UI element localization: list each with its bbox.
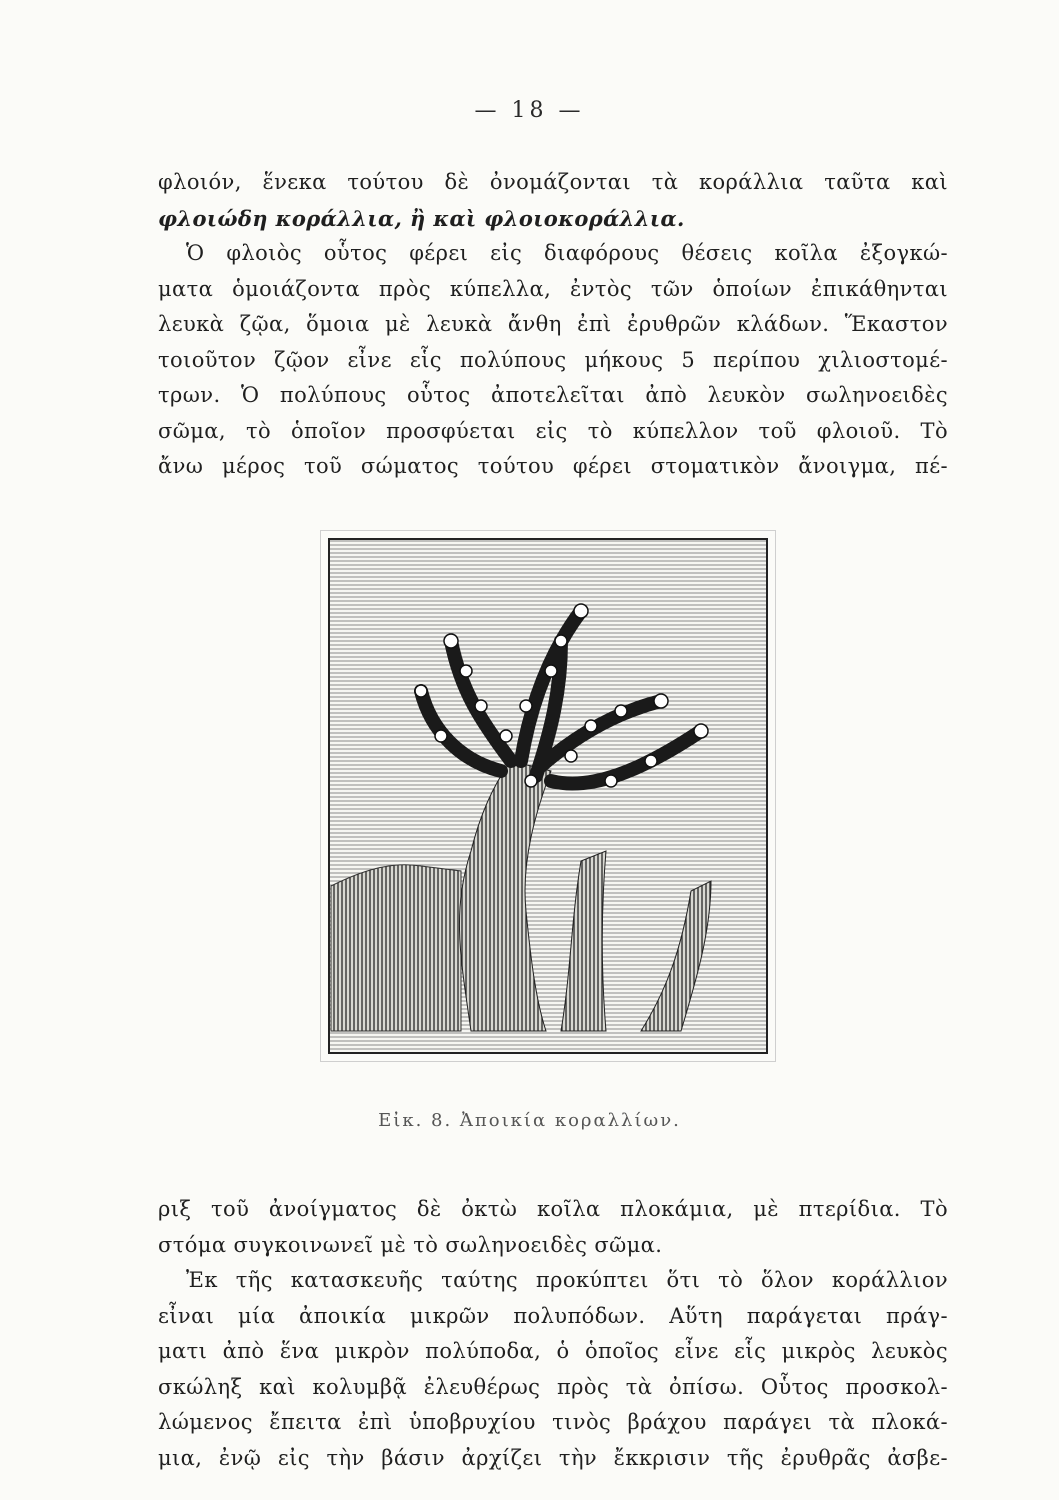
text-line: τρων. Ὁ πολύπους οὗτος ἀποτελεῖται ἀπὸ λευκὸν σωληνοειδὲς — [158, 383, 948, 407]
text-line: σῶμα, τὸ ὁποῖον προσφύεται εἰς τὸ κύπελλον τοῦ φλοιοῦ. Τὸ — [158, 418, 948, 443]
coral-colony-engraving — [320, 530, 776, 1062]
page-number: — 18 — — [474, 98, 585, 123]
text-line: στόμα συγκοινωνεῖ μὲ τὸ σωληνοειδὲς σῶμα. — [158, 1232, 663, 1257]
text-line-bold: φλοιώδη κοράλλια, ἢ καὶ φλοιοκοράλλια. — [158, 205, 685, 231]
text-line: σκώληξ καὶ κολυμβᾷ ἐλευθέρως πρὸς τὰ ὀπίσω. Οὗτος προσκολ- — [158, 1374, 948, 1399]
text-line: Ὁ φλοιὸς οὗτος φέρει εἰς διαφόρους θέσεις κοῖλα ἐξογκώ- — [186, 241, 948, 265]
text-line: λευκὰ ζῷα, ὅμοια μὲ λευκὰ ἄνθη ἐπὶ ἐρυθρῶν κλάδων. Ἕκαστον — [158, 312, 948, 336]
text-line: φλοιόν, ἕνεκα τούτου δὲ ὀνομάζονται τὰ κοράλλια ταῦτα καὶ — [158, 170, 948, 194]
bottom-paragraph — [158, 1192, 948, 1476]
text-line: λώμενος ἔπειτα ἐπὶ ὑποβρυχίου τινὸς βράχου παράγει τὰ πλοκά- — [158, 1410, 948, 1434]
text-line: ματα ὁμοιάζοντα πρὸς κύπελλα, ἐντὸς τῶν ὁποίων ἐπικάθηνται — [158, 276, 948, 301]
text-line: τοιοῦτον ζῷον εἶνε εἷς πολύπους μήκους 5 περίπου χιλιοστομέ- — [158, 347, 948, 372]
text-line: ἄνω μέρος τοῦ σώματος τούτου φέρει στοματικὸν ἄνοιγμα, πέ- — [158, 454, 948, 478]
text-line: Ἐκ τῆς κατασκευῆς ταύτης προκύπτει ὅτι τὸ ὅλον κοράλλιον — [186, 1268, 948, 1292]
text-line: εἶναι μία ἀποικία μικρῶν πολυπόδων. Αὕτη παράγεται πράγ- — [158, 1303, 948, 1328]
top-paragraph — [158, 165, 948, 485]
text-line: ματι ἀπὸ ἕνα μικρὸν πολύποδα, ὁ ὁποῖος εἶνε εἷς μικρὸς λευκὸς — [158, 1339, 948, 1363]
text-line: ριξ τοῦ ἀνοίγματος δὲ ὀκτὼ κοῖλα πλοκάμια, μὲ πτερίδια. Τὸ — [158, 1197, 948, 1221]
text-line: μια, ἐνῷ εἰς τὴν βάσιν ἀρχίζει τὴν ἔκκρισιν τῆς ἐρυθρᾶς ἀσβε- — [158, 1445, 948, 1470]
figure-caption: Εἰκ. 8. Ἀποικία κοραλλίων. — [378, 1110, 681, 1131]
